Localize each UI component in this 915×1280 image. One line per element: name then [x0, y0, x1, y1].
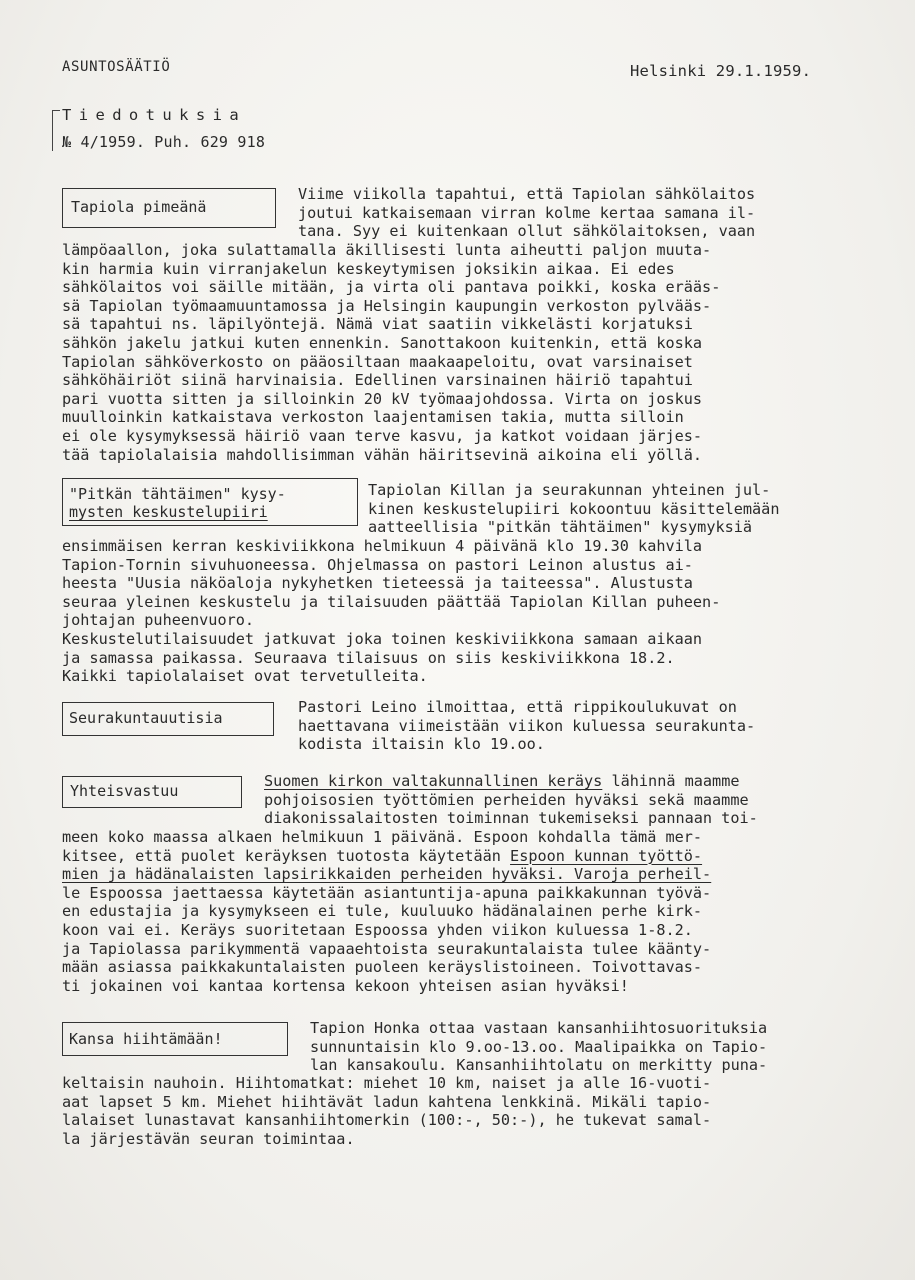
text-line: ja samassa paikassa. Seuraava tilaisuus on siis keskiviikkona 18.2.: [62, 648, 675, 667]
section-label: Kansa hiihtämään!: [69, 1030, 223, 1048]
text-line: aat lapset 5 km. Miehet hiihtävät ladun kahtena lenkkinä. Mikäli tapio-: [62, 1092, 712, 1111]
text-line: aatteellisia "pitkän tähtäimen" kysymyksiä: [368, 518, 753, 537]
section-body: [62, 241, 720, 464]
text-line: lämpöaallon, joka sulattamalla äkillisesti lunta aiheutti paljon muuta-: [62, 241, 712, 259]
text-line: sähköhäiriöt siinä harvinaisia. Edellinen varsinainen häiriö tapahtui: [62, 371, 693, 390]
text-line: meen koko maassa alkaen helmikuun 1 päivänä. Espoon kohdalla tämä mer-: [62, 828, 703, 846]
text-line: ei ole kysymyksessä häiriö vaan terve kasvu, ja katkot voidaan järjes-: [62, 426, 703, 445]
text-line: lan kansakoulu. Kansanhiihtolatu on merkitty puna-: [310, 1056, 768, 1075]
text-line: seuraa yleinen keskustelu ja tilaisuuden päättää Tapiolan Killan puheen-: [62, 592, 721, 611]
section-label-line: "Pitkän tähtäimen" kysy-: [69, 485, 286, 503]
document-title: Tiedotuksia: [62, 106, 247, 124]
text-line: Tapiolan Killan ja seurakunnan yhteinen jul-: [368, 481, 771, 499]
text-line: Viime viikolla tapahtui, että Tapiolan sähkölaitos: [298, 185, 756, 203]
text-line: Pastori Leino ilmoittaa, että rippikoulukuvat on: [298, 698, 737, 716]
organization-name: ASUNTOSÄÄTIÖ: [62, 59, 171, 75]
section-lead: [298, 185, 755, 241]
text-line: kodista iltaisin klo 19.oo.: [298, 735, 545, 754]
section-label-box: [62, 776, 242, 808]
text-line: sä tapahtui ns. läpilyöntejä. Nämä viat saatiin vikkelästi korjatuksi: [62, 315, 693, 334]
text-line: ja Tapiolassa parikymmentä vapaaehtoista seurakuntalaista tulee käänty-: [62, 939, 712, 958]
text-line: heesta "Uusia näköaloja nykyhetken tieteessä ja taiteessa". Alustusta: [62, 574, 693, 593]
section-label: Seurakuntauutisia: [69, 709, 223, 727]
text-line: sä Tapiolan työmaamuuntamossa ja Helsingin kaupungin verkoston pylvääs-: [62, 296, 712, 315]
text-line: kinen keskustelupiiri kokoontuu käsittelemään: [368, 499, 780, 518]
text-span-underlined: mien ja hädänalaisten lapsirikkaiden perheiden hyväksi.: [62, 865, 565, 884]
section-body: [62, 537, 720, 686]
text-line: johtajan puheenvuoro.: [62, 611, 255, 630]
section-label-line: mysten keskustelupiiri: [69, 503, 268, 521]
text-line: keltaisin nauhoin. Hiihtomatkat: miehet 10 km, naiset ja alle 16-vuoti-: [62, 1074, 712, 1092]
text-span-underlined: Espoon kunnan työttö-: [510, 846, 703, 865]
text-line: la järjestävän seuran toimintaa.: [62, 1129, 355, 1148]
campaign-heading: Suomen kirkon valtakunnallinen keräys: [264, 772, 603, 790]
text-line: kin harmia kuin virranjakelun keskeytymisen joksikin aikaa. Ei edes: [62, 259, 675, 278]
section-label: Yhteisvastuu: [70, 782, 179, 800]
text-line: pohjoisosien työttömien perheiden hyväksi sekä maamme: [264, 790, 749, 809]
text-span: kitsee, että puolet keräyksen tuotosta käytetään: [62, 846, 511, 865]
text-line: Keskustelutilaisuudet jatkuvat joka toinen keskiviikkona samaan aikaan: [62, 629, 703, 648]
text-line: Tapion Honka ottaa vastaan kansanhiihtosuorituksia: [310, 1019, 768, 1037]
issue-number: № 4/1959. Puh. 629 918: [62, 133, 266, 151]
text-line: sähkölaitos voi säille mitään, ja virta oli pantava poikki, koska erääs-: [62, 278, 721, 297]
section-body: [62, 1074, 711, 1148]
text-line: tana. Syy ei kuitenkaan ollut sähkölaitoksen, vaan: [298, 222, 756, 241]
text-line: lalaiset lunastavat kansanhiihtomerkin (100:-, 50:-), he tukevat samal-: [62, 1111, 712, 1130]
section-lead: [298, 698, 755, 754]
text-span-underlined: Varoja perheil-: [564, 865, 712, 884]
text-line: ti jokainen voi kantaa kortensa kekoon yhteisen asian hyväksi!: [62, 976, 629, 995]
text-line: haettavana viimeistään viikon kuluessa seurakunta-: [298, 716, 756, 735]
section-label-box: [62, 1022, 288, 1056]
section-label-box: [62, 188, 276, 228]
text-line: koon vai ei. Keräys suoritetaan Espoossa yhden viikon kuluessa 1-8.2.: [62, 920, 693, 939]
text-line: muulloinkin katkaistava verkoston laajentamisen takia, mutta silloin: [62, 408, 684, 427]
text-line: sähkön jakelu jatkui kuten ennenkin. Sanottakoon kuitenkin, että koska: [62, 333, 703, 352]
header-bracket: [52, 110, 60, 151]
text-line: mään asiassa paikkakuntalaisten puoleen keräyslistoineen. Toivottavas-: [62, 958, 703, 977]
section-lead: [368, 481, 779, 537]
text-line: Tapiolan sähköverkosto on pääosiltaan maakaapeloitu, ovat varsinaiset: [62, 352, 693, 371]
text-line: diakonissalaitosten toiminnan tukemiseksi pannaan toi-: [264, 809, 758, 828]
text-line: Kaikki tapiolalaiset ovat tervetulleita.: [62, 667, 428, 686]
document-date: Helsinki 29.1.1959.: [630, 62, 812, 80]
text-line: Tapion-Tornin sivuhuoneessa. Ohjelmassa on pastori Leinon alustus ai-: [62, 555, 693, 574]
text-line: ensimmäisen kerran keskiviikkona helmikuun 4 päivänä klo 19.30 kahvila: [62, 537, 703, 555]
text-line: le Espoossa jaettaessa käytetään asiantuntija-apuna paikkakunnan työvä-: [62, 883, 712, 902]
text-span: lähinnä maamme: [602, 772, 740, 790]
text-line: tää tapiolalaisia mahdollisimman vähän häiritsevinä aikoina eli yöllä.: [62, 445, 703, 464]
section-lead: [310, 1019, 767, 1075]
text-line: sunnuntaisin klo 9.oo-13.oo. Maalipaikka on Tapio-: [310, 1037, 768, 1056]
text-line: en edustajia ja kysymykseen ei tule, kuuluuko hädänalainen perhe kirk-: [62, 902, 703, 921]
text-line: pari vuotta sitten ja silloinkin 20 kV työmaajohdossa. Virta on joskus: [62, 389, 703, 408]
text-line: joutui katkaisemaan virran kolme kertaa samana il-: [298, 203, 756, 222]
section-label: Tapiola pimeänä: [71, 198, 207, 216]
section-lead: [264, 772, 758, 828]
section-label-box: [62, 478, 358, 526]
section-body: [62, 828, 711, 995]
section-label-box: [62, 702, 274, 736]
